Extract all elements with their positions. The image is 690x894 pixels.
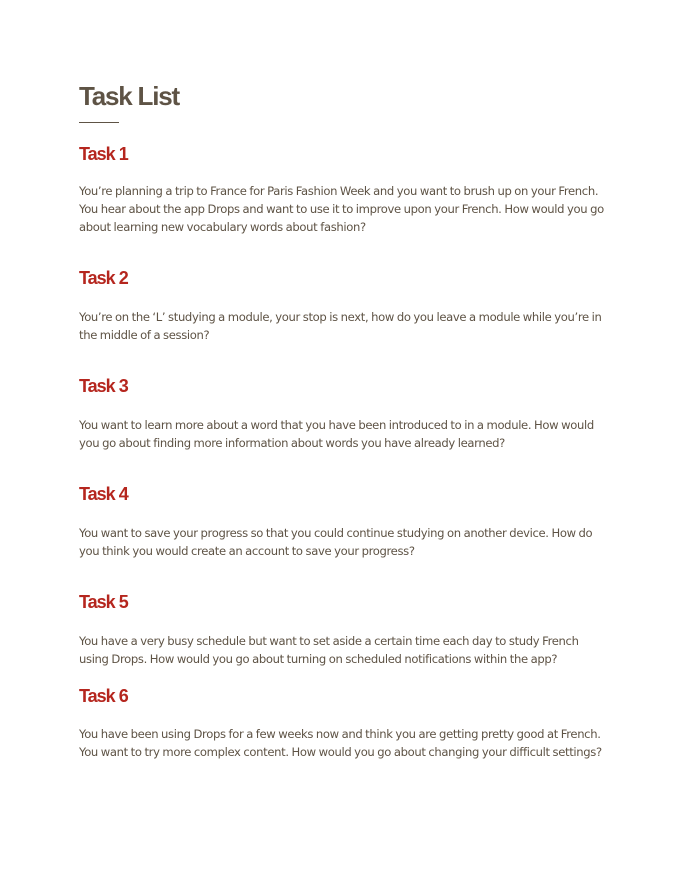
task-1-heading: Task 1 bbox=[79, 144, 128, 164]
task-5-body: You have a very busy schedule but want to set aside a certain time each day to study French using Drops. How would you go about turning on scheduled notifications within the app? bbox=[79, 634, 579, 666]
task-4-heading: Task 4 bbox=[79, 484, 128, 504]
title-underline bbox=[79, 122, 119, 123]
task-6-heading: Task 6 bbox=[79, 686, 128, 706]
task-3-heading: Task 3 bbox=[79, 376, 128, 396]
task-2-body: You’re on the ‘L’ studying a module, your stop is next, how do you leave a module while you’re in the middle of a session? bbox=[79, 310, 602, 342]
task-2-heading: Task 2 bbox=[79, 268, 128, 288]
page-title: Task List bbox=[79, 81, 179, 111]
task-4-body: You want to save your progress so that you could continue studying on another device. How do you think you would create an account to save your progress? bbox=[79, 526, 593, 558]
task-5-heading: Task 5 bbox=[79, 592, 128, 612]
task-3-body: You want to learn more about a word that you have been introduced to in a module. How would you go about finding more information about words you have already learned? bbox=[79, 418, 594, 450]
task-6-body: You have been using Drops for a few weeks now and think you are getting pretty good at French. You want to try more complex content. How would you go about changing your difficult settings? bbox=[79, 727, 602, 759]
task-1-body: You’re planning a trip to France for Paris Fashion Week and you want to brush up on your French. You hear about the app Drops and want to use it to improve upon your French. How would you go about learning new vocabulary words about fashion? bbox=[79, 184, 604, 234]
